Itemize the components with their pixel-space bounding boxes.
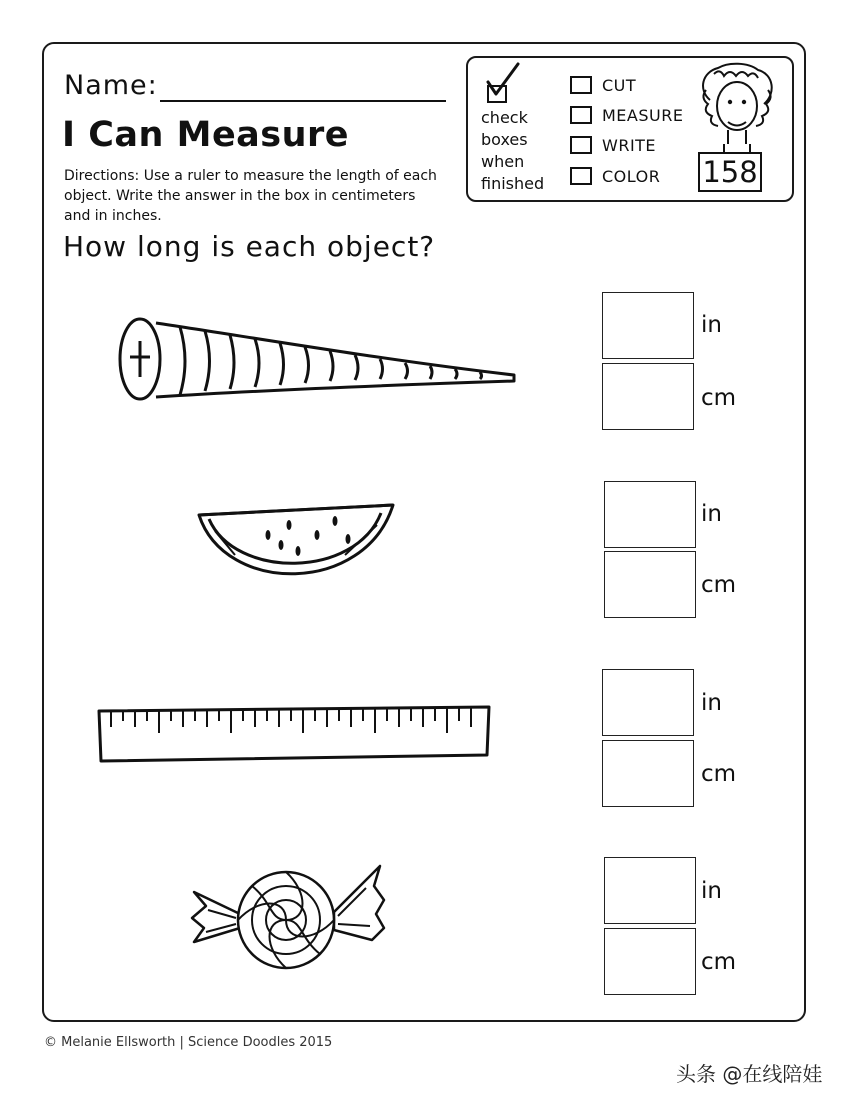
task-label: CUT — [602, 75, 637, 95]
checklist-note-line: check — [481, 108, 528, 127]
task-checkbox[interactable] — [570, 167, 592, 185]
answer-box-inches[interactable] — [604, 857, 696, 924]
task-measure[interactable] — [570, 103, 683, 127]
page-number-sign: 158 — [698, 152, 762, 192]
unit-label: cm — [701, 761, 737, 787]
answer-box-centimeters[interactable] — [604, 551, 696, 618]
unit-label: cm — [701, 572, 737, 598]
candy-icon — [188, 862, 388, 980]
task-label: WRITE — [602, 135, 657, 155]
page-title: I Can Measure — [62, 115, 350, 155]
answer-box-inches[interactable] — [604, 481, 696, 548]
checklist-note-line: when — [481, 152, 525, 171]
credit-text: Melanie Ellsworth | Science Doodles 2015 — [61, 1035, 333, 1050]
task-checkbox[interactable] — [570, 106, 592, 124]
copyright-icon: © — [44, 1035, 57, 1050]
answer-box-centimeters[interactable] — [604, 928, 696, 995]
task-checkbox[interactable] — [570, 136, 592, 154]
task-checkbox[interactable] — [570, 76, 592, 94]
task-label: COLOR — [602, 166, 661, 186]
checklist-note-line: finished — [481, 174, 545, 193]
checklist-note — [481, 107, 544, 195]
unit-label: cm — [701, 385, 737, 411]
screw-icon — [110, 315, 520, 405]
name-label: Name: — [64, 70, 158, 101]
unit-label: in — [701, 690, 722, 716]
unit-label: in — [701, 501, 722, 527]
question-heading: How long is each object? — [63, 230, 436, 263]
unit-label: in — [701, 878, 722, 904]
copyright-footer — [44, 1035, 332, 1050]
checkmark-icon — [480, 60, 524, 104]
directions-text: Directions: Use a ruler to measure the length of each object. Write the answer in the box in centimeters and in inches. — [64, 168, 437, 224]
unit-label: cm — [701, 949, 737, 975]
checklist-note-line: boxes — [481, 130, 528, 149]
answer-box-inches[interactable] — [602, 669, 694, 736]
ruler-icon — [95, 703, 495, 765]
answer-box-inches[interactable] — [602, 292, 694, 359]
watermelon-slice-icon — [195, 495, 400, 585]
name-write-line[interactable] — [160, 100, 446, 102]
answer-box-centimeters[interactable] — [602, 740, 694, 807]
unit-label: in — [701, 312, 722, 338]
watermark-text: 头条 @在线陪娃 — [676, 1062, 823, 1086]
task-label: MEASURE — [602, 105, 684, 125]
task-color[interactable] — [570, 164, 660, 188]
answer-box-centimeters[interactable] — [602, 363, 694, 430]
task-write[interactable] — [570, 133, 656, 157]
task-cut[interactable] — [570, 73, 636, 97]
girl-illustration-icon — [688, 60, 784, 160]
